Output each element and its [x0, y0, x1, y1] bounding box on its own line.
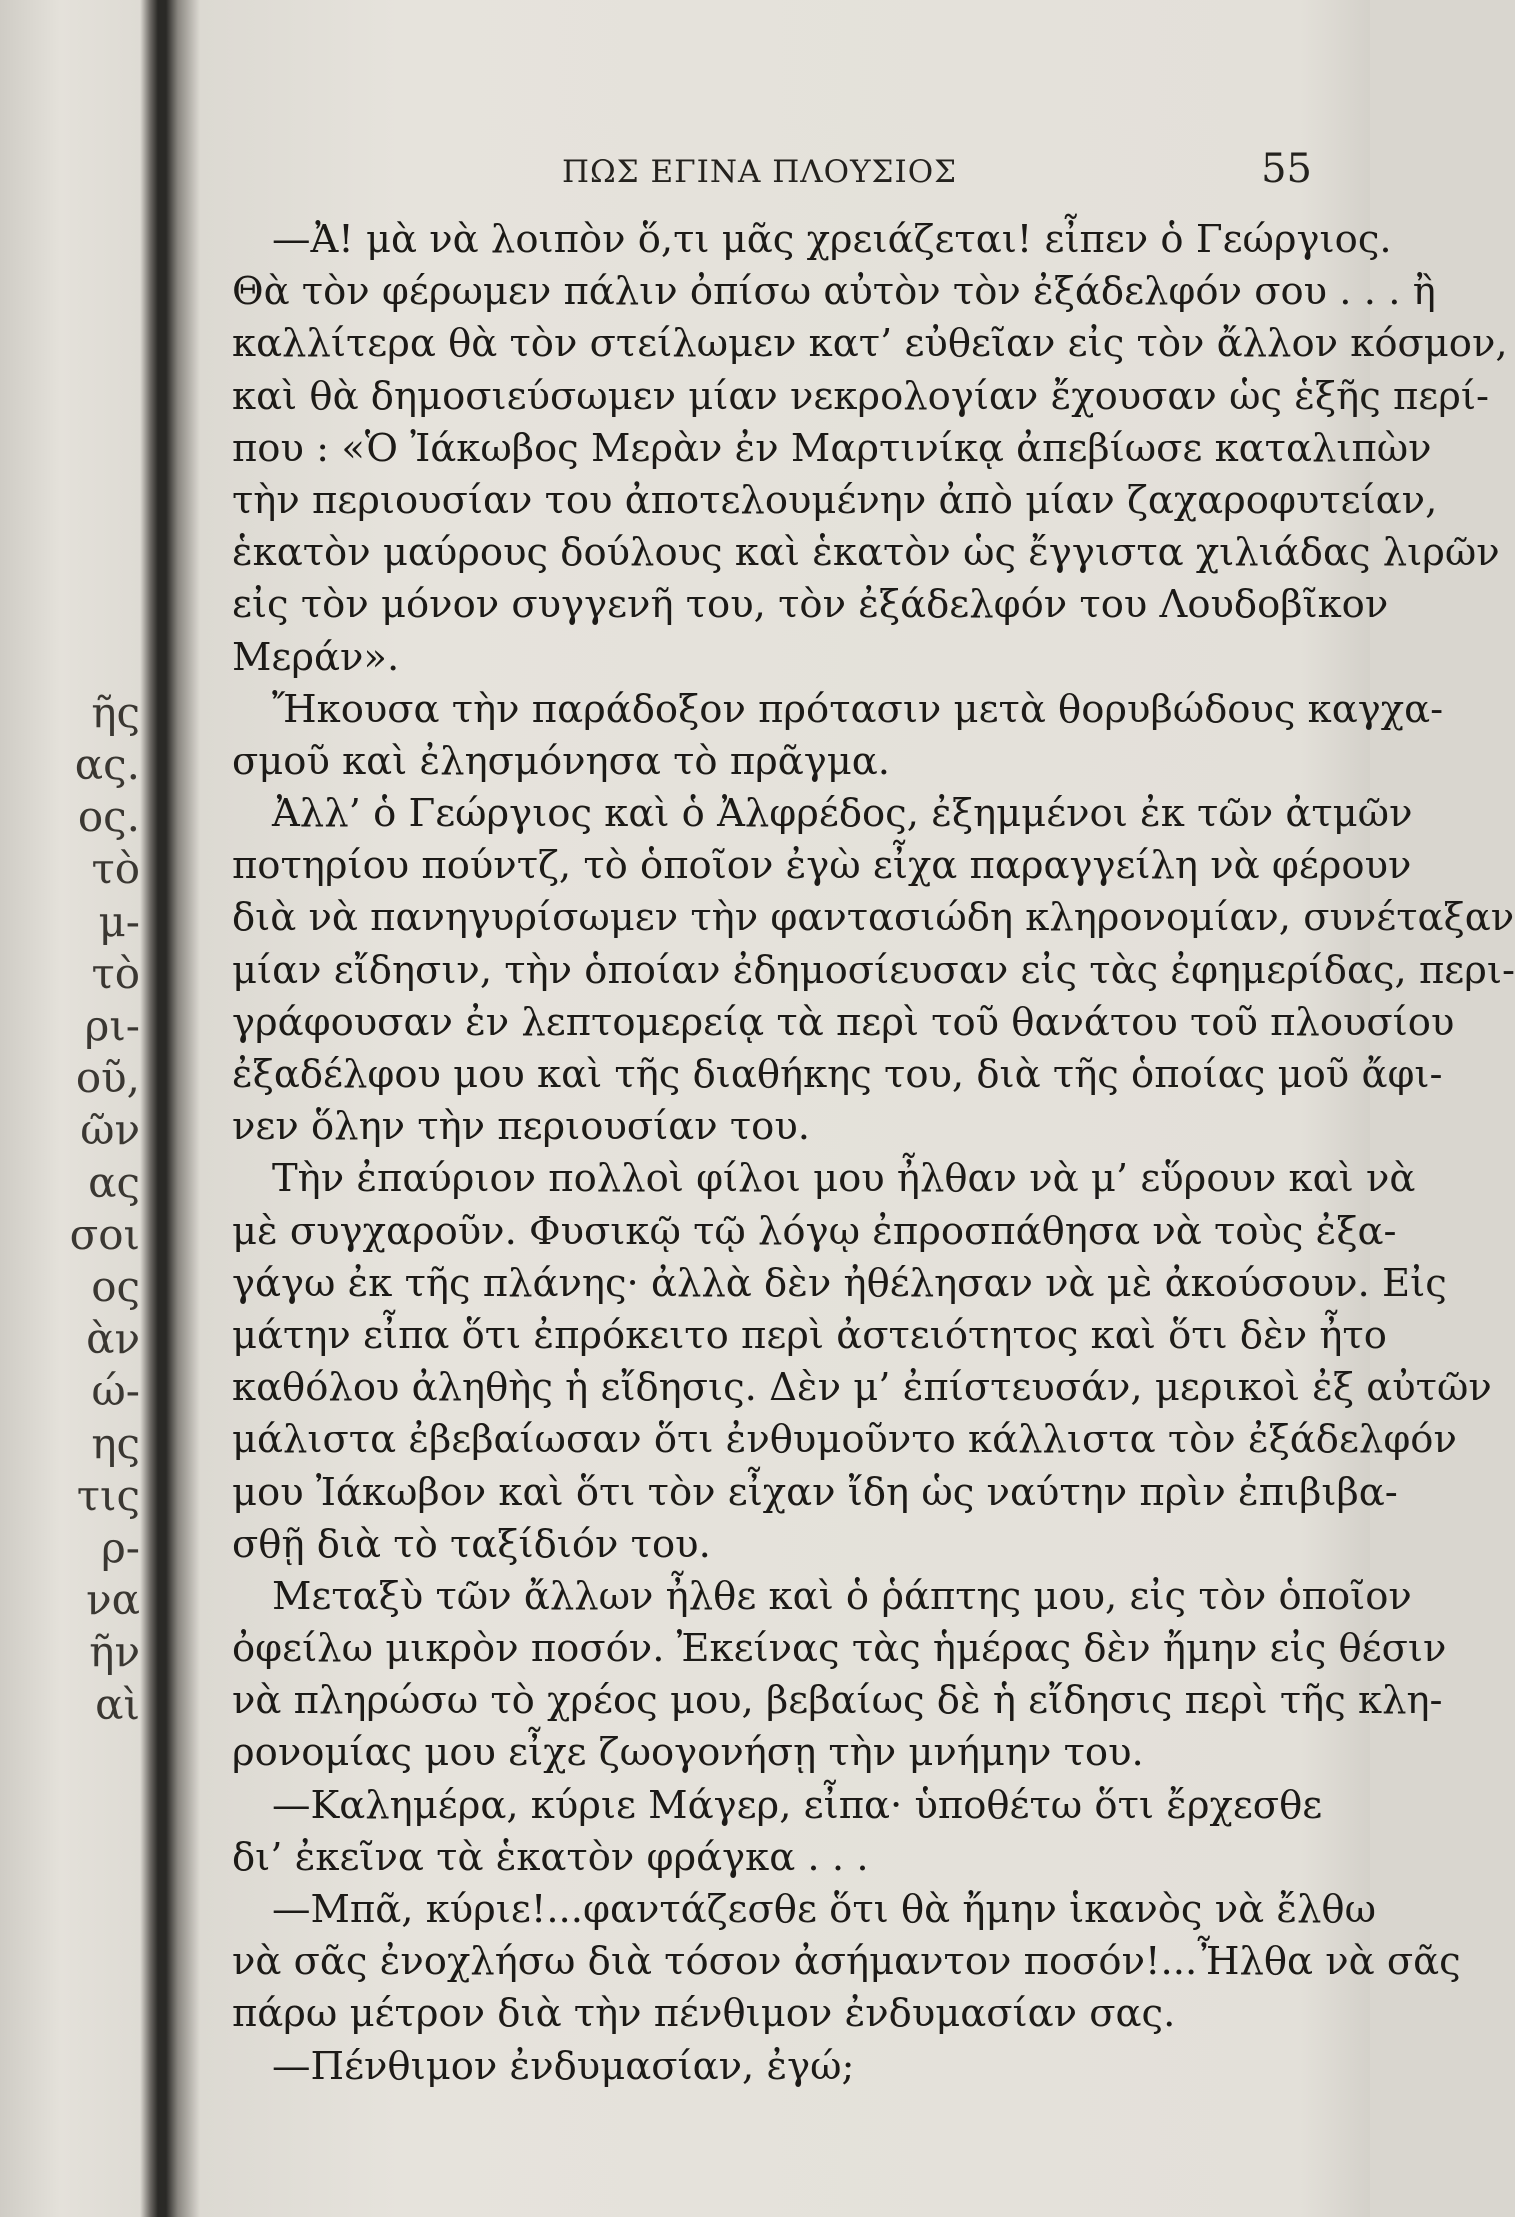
text-line: μάλιστα ἐβεβαίωσαν ὅτι ἐνθυμοῦντο κάλλιστα τὸν ἐξάδελφόν	[232, 1417, 1457, 1463]
text-line: γάγω ἐκ τῆς πλάνης· ἀλλὰ δὲν ἠθέλησαν νὰ μὲ ἀκούσουν. Εἰς	[232, 1260, 1447, 1306]
text-line: Ἀλλ’ ὁ Γεώργιος καὶ ὁ Ἀλφρέδος, ἐξημμένοι ἐκ τῶν ἀτμῶν	[272, 791, 1413, 837]
edge-fragment: να	[86, 1575, 140, 1625]
text-line: Ἤκουσα τὴν παράδοξον πρότασιν μετὰ θορυβώδους καγχα-	[272, 686, 1444, 732]
text-line: νὰ σᾶς ἐνοχλήσω διὰ τόσον ἀσήμαντον ποσόν!...Ἦλθα νὰ σᾶς	[232, 1939, 1461, 1985]
text-line: —Πένθιμον ἐνδυμασίαν, ἐγώ;	[272, 2043, 855, 2089]
text-line: μὲ συγχαροῦν. Φυσικῷ τῷ λόγῳ ἐπροσπάθησα νὰ τοὺς ἐξα-	[232, 1208, 1397, 1254]
text-line: νεν ὅλην τὴν περιουσίαν του.	[232, 1104, 810, 1150]
edge-fragment: ώ-	[91, 1366, 140, 1416]
text-line: νὰ πληρώσω τὸ χρέος μου, βεβαίως δὲ ἡ εἴδησις περὶ τῆς κλη-	[232, 1678, 1443, 1724]
text-line: τὴν περιουσίαν του ἀποτελουμένην ἀπὸ μίαν ζαχαροφυτείαν,	[232, 477, 1438, 523]
text-line: Μεράν».	[232, 634, 400, 680]
edge-fragment: οῦ,	[75, 1053, 140, 1103]
text-line: δι’ ἐκεῖνα τὰ ἑκατὸν φράγκα . . .	[232, 1834, 869, 1880]
text-line: Τὴν ἐπαύριον πολλοὶ φίλοι μου ἦλθαν νὰ μ’ εὕρουν καὶ νὰ	[272, 1156, 1416, 1202]
text-line: —Μπᾶ, κύριε!...φαντάζεσθε ὅτι θὰ ἤμην ἱκανὸς νὰ ἔλθω	[272, 1887, 1376, 1932]
text-line: ἑκατὸν μαύρους δούλους καὶ ἑκατὸν ὡς ἔγγιστα χιλιάδας λιρῶν	[232, 530, 1500, 576]
edge-fragment: ρι-	[84, 1001, 140, 1050]
text-line: Θὰ τὸν φέρωμεν πάλιν ὀπίσω αὐτὸν τὸν ἐξάδελφόν σου . . . ἢ	[232, 269, 1436, 315]
text-line: —Καλημέρα, κύριε Μάγερ, εἶπα· ὑποθέτω ὅτι ἔρχεσθε	[272, 1782, 1323, 1828]
text-line: γράφουσαν ἐν λεπτομερείᾳ τὰ περὶ τοῦ θανάτου τοῦ πλουσίου	[232, 999, 1455, 1045]
text-line: πάρω μέτρον διὰ τὴν πένθιμον ἐνδυμασίαν σας.	[232, 1991, 1176, 2037]
edge-fragment: ος	[91, 1262, 140, 1311]
text-line: σθῇ διὰ τὸ ταξίδιόν του.	[232, 1521, 711, 1567]
edge-fragment: ὰν	[86, 1314, 140, 1364]
edge-fragment: ῆς	[91, 687, 140, 737]
text-line: εἰς τὸν μόνον συγγενῆ του, τὸν ἐξάδελφόν του Λουδοβῖκον	[232, 582, 1389, 628]
text-line: καὶ θὰ δημοσιεύσωμεν μίαν νεκρολογίαν ἔχουσαν ὡς ἑξῆς περί-	[232, 373, 1489, 419]
edge-fragment: μ-	[98, 896, 140, 946]
edge-fragment: ας	[88, 1157, 140, 1207]
text-line: σμοῦ καὶ ἐλησμόνησα τὸ πρᾶγμα.	[232, 738, 891, 784]
book-page	[232, 140, 1515, 2093]
text-line: ἐξαδέλφου μου καὶ τῆς διαθήκης του, διὰ τῆς ὁποίας μοῦ ἄφι-	[232, 1052, 1443, 1097]
body-text	[232, 214, 1515, 2093]
text-line: ποτηρίου πούντζ, τὸ ὁποῖον ἐγὼ εἶχα παραγγείλη νὰ φέρουν	[232, 843, 1412, 889]
edge-fragment: ῶν	[80, 1105, 140, 1155]
edge-fragment: σοι	[69, 1209, 140, 1259]
text-line: καλλίτερα θὰ τὸν στείλωμεν κατ’ εὐθεῖαν εἰς τὸν ἄλλον κόσμον,	[232, 321, 1508, 367]
text-line: —Ἀ! μὰ νὰ λοιπὸν ὅ,τι μᾶς χρειάζεται! εἶπεν ὁ Γεώργιος.	[272, 217, 1392, 262]
text-line: ὀφείλω μικρὸν ποσόν. Ἐκείνας τὰς ἡμέρας δὲν ἤμην εἰς θέσιν	[232, 1626, 1447, 1672]
text-line: διὰ νὰ πανηγυρίσωμεν τὴν φαντασιώδη κληρονομίαν, συνέταξαν	[232, 895, 1515, 941]
edge-fragment: ης	[91, 1418, 140, 1468]
text-line: καθόλου ἀληθὴς ἡ εἴδησις. Δὲν μ’ ἐπίστευσάν, μερικοὶ ἐξ αὐτῶν	[232, 1365, 1492, 1411]
running-head: ΠΩΣ ΕΓΙΝΑ ΠΛΟΥΣΙΟΣ	[562, 154, 958, 190]
previous-page-edge	[0, 0, 140, 2217]
text-line: μίαν εἴδησιν, τὴν ὁποίαν ἐδημοσίευσαν εἰς τὰς ἐφημερίδας, περι-	[232, 947, 1515, 993]
page-number: 55	[1261, 146, 1312, 192]
text-line: μάτην εἶπα ὅτι ἐπρόκειτο περὶ ἀστειότητος καὶ ὅτι δὲν ἦτο	[232, 1312, 1387, 1358]
edge-fragment: ος.	[77, 792, 140, 842]
text-line: ρονομίας μου εἶχε ζωογονήσῃ τὴν μνήμην του.	[232, 1730, 1144, 1776]
edge-fragment: ας.	[74, 740, 140, 789]
edge-fragment: ρ-	[101, 1523, 140, 1572]
edge-fragment: τις	[76, 1470, 140, 1520]
text-line: μου Ἰάκωβον καὶ ὅτι τὸν εἶχαν ἴδη ὡς ναύτην πρὶν ἐπιβιβα-	[232, 1469, 1398, 1515]
edge-fragment: τὸ	[91, 844, 140, 894]
edge-fragment: αὶ	[95, 1679, 140, 1729]
edge-fragment: ῆν	[89, 1627, 140, 1677]
text-line: Μεταξὺ τῶν ἄλλων ἦλθε καὶ ὁ ῥάπτης μου, εἰς τὸν ὁποῖον	[272, 1573, 1412, 1619]
text-line: που : «Ὁ Ἰάκωβος Μερὰν ἐν Μαρτινίκᾳ ἀπεβίωσε καταλιπὼν	[232, 425, 1432, 471]
edge-fragment: τὸ	[91, 948, 140, 998]
page-header	[232, 140, 1312, 196]
